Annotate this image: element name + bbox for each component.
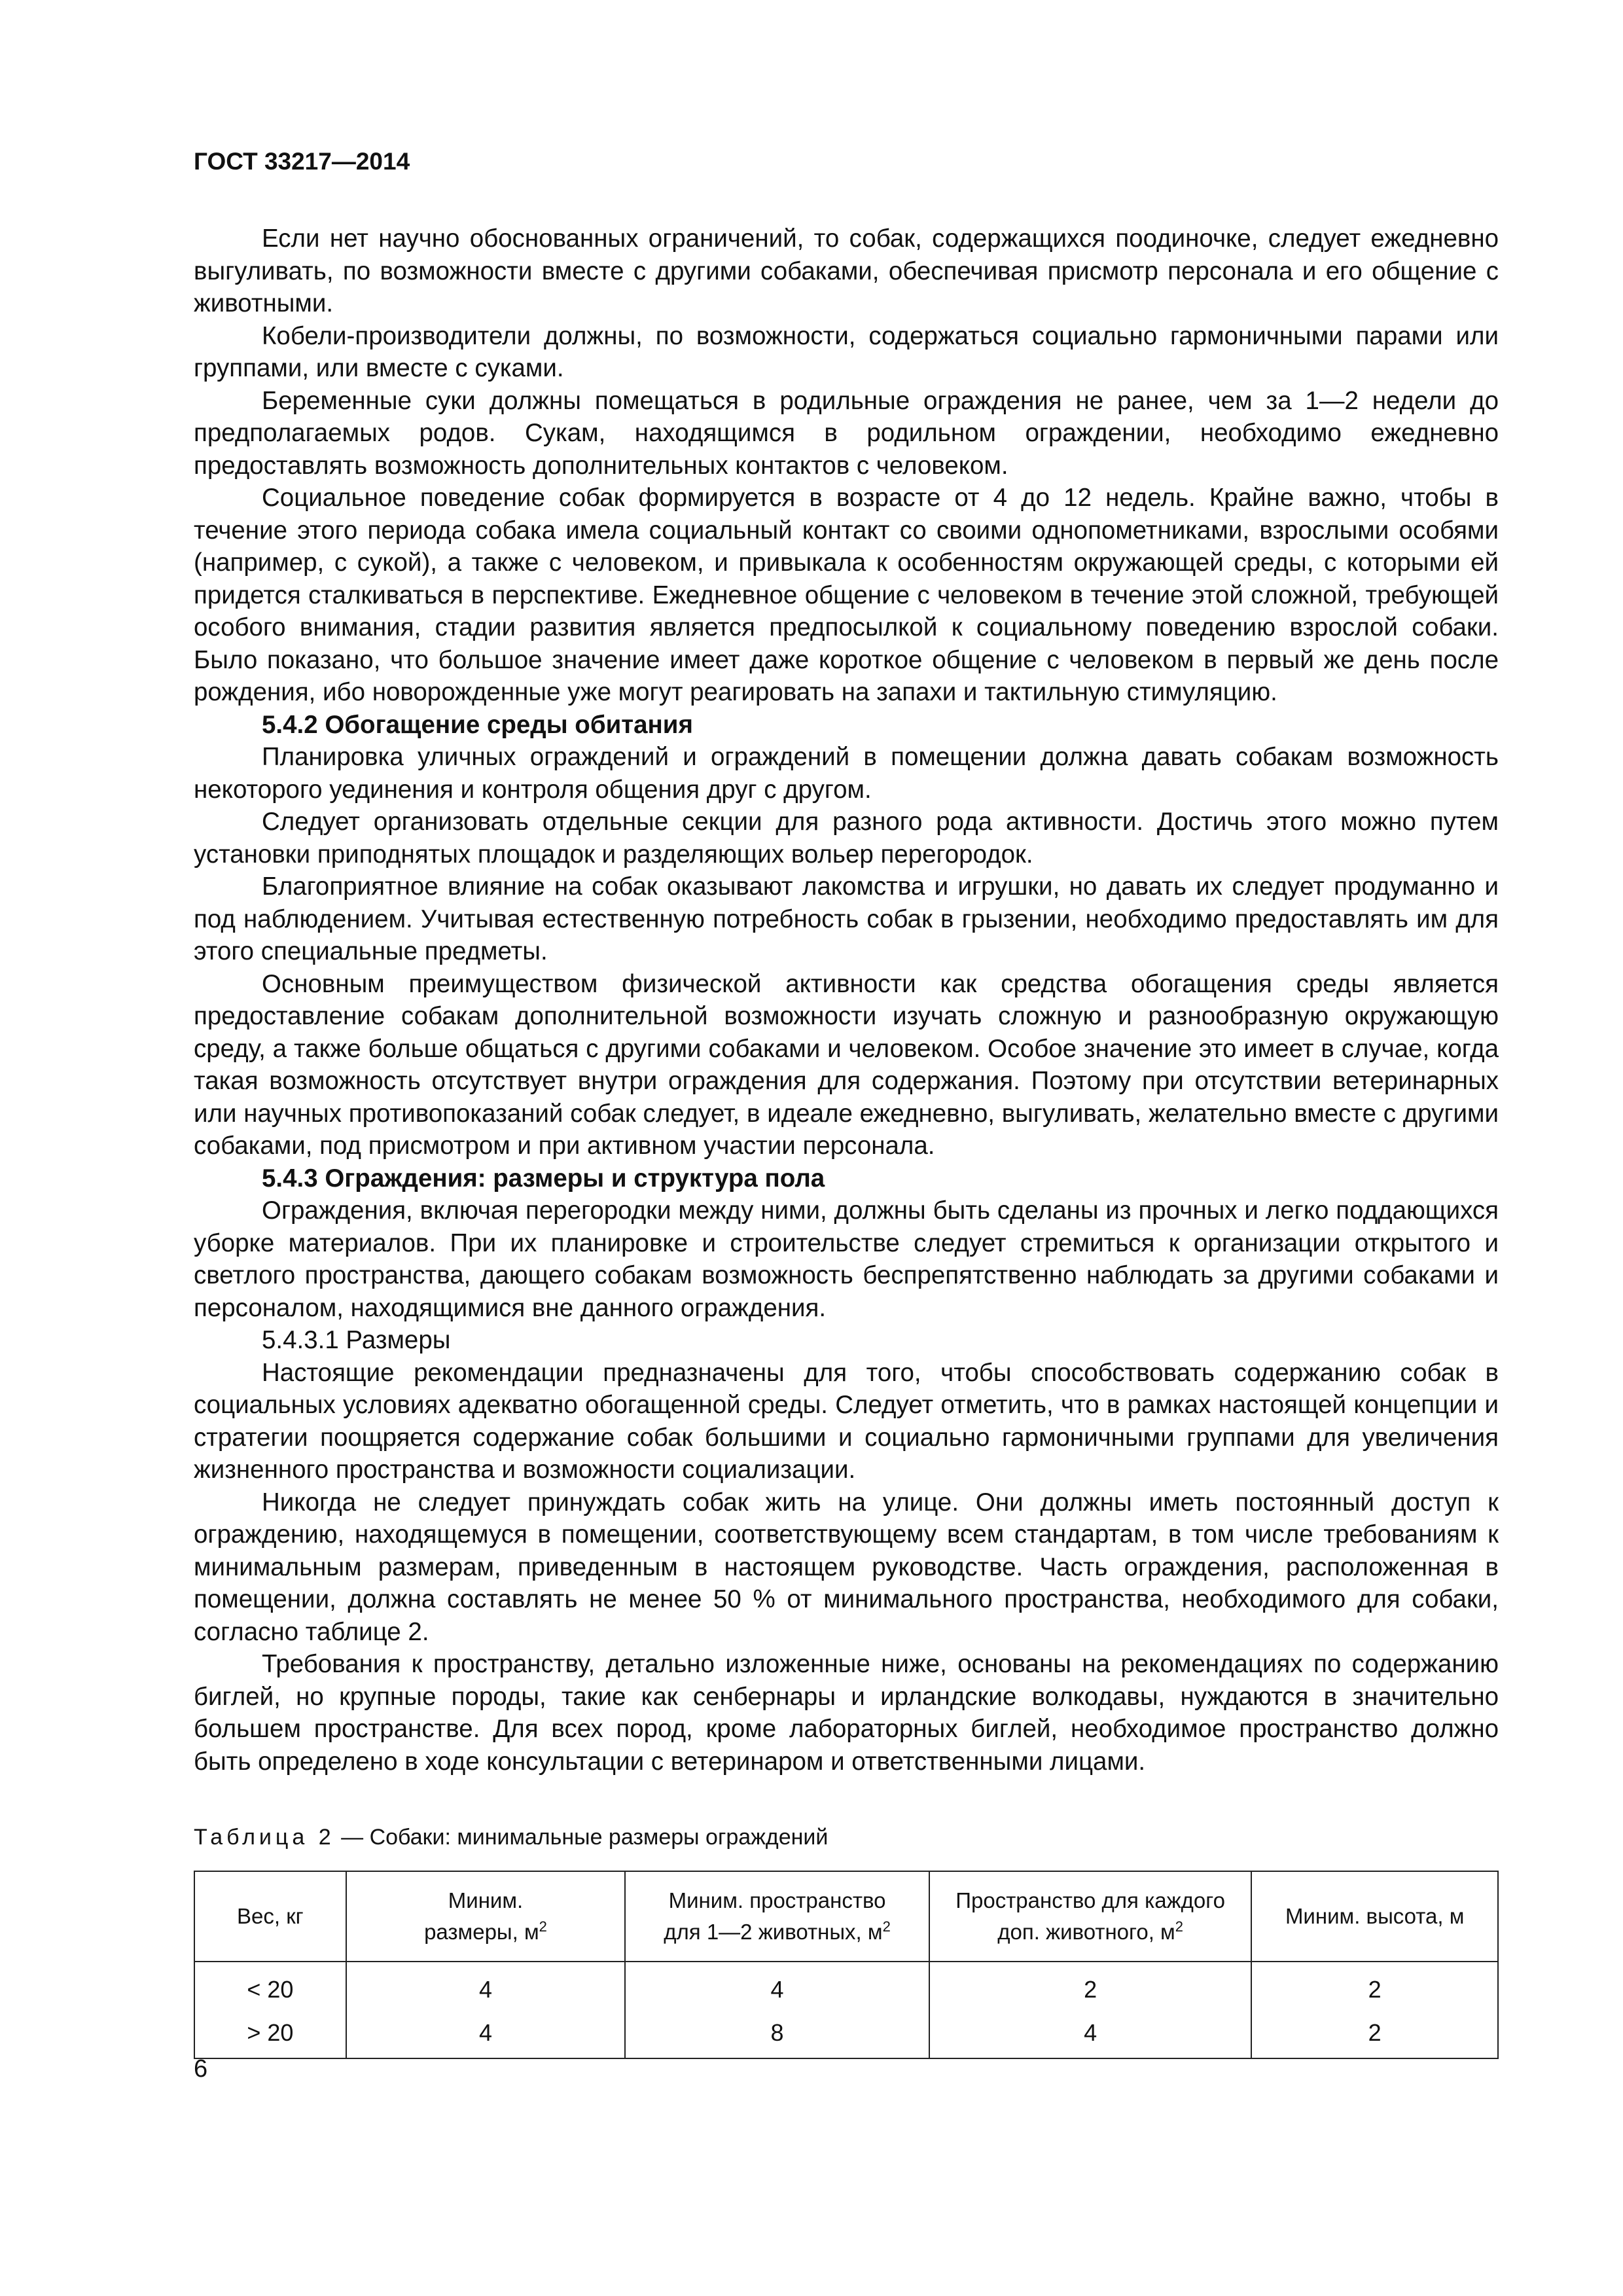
table-header-cell bbox=[929, 1871, 1252, 1962]
table-cell: 4 bbox=[346, 2011, 626, 2058]
page-number: 6 bbox=[194, 2055, 208, 2083]
table-header-row bbox=[194, 1871, 1498, 1962]
paragraph: Основным преимуществом физической активности как средства обогащения среды является предоставление собакам дополнительной возможности изучать сложную и разнообразную окружающую среду, а также больше общаться с другими собаками и человеком. Особое значение это имеет в случае, когда такая возможность отсутствует внутри ограждения для содержания. Поэтому при отсутствии ветеринарных или научных противопоказаний собак следует, в идеале ежедневно, выгуливать, желательно вместе с другими собаками, под присмотром и при активном участии персонала. bbox=[194, 969, 1499, 1160]
header-line: Миним. высота, м bbox=[1285, 1904, 1465, 1928]
table-header-cell bbox=[194, 1871, 346, 1962]
header-line: Вес, кг bbox=[237, 1904, 304, 1928]
document-header: ГОСТ 33217—2014 bbox=[194, 148, 410, 175]
table-cell: 8 bbox=[625, 2011, 929, 2058]
paragraph: Планировка уличных ограждений и ограждений в помещении должна давать собакам возможность некоторого уединения и контроля общения друг с другом. bbox=[194, 743, 1499, 804]
paragraph: Ограждения, включая перегородки между ними, должны быть сделаны из прочных и легко поддающихся уборке материалов. При их планировке и строительстве следует стремиться к организации открытого и светлого пространства, дающего собакам возможность беспрепятственно наблюдать за другими собаками и персоналом, находящимися вне данного ограждения. bbox=[194, 1196, 1499, 1322]
paragraph: Никогда не следует принуждать собак жить на улице. Они должны иметь постоянный доступ к ограждению, находящемуся в помещении, соответствующему всем стандартам, в том числе требованиям к минимальным размерам, приведенным в настоящем руководстве. Часть ограждения, расположенная в помещении, должна составлять не менее 50 % от минимального пространства, необходимого для собаки, согласно таблице 2. bbox=[194, 1488, 1499, 1646]
subsection-heading: 5.4.3.1 Размеры bbox=[262, 1326, 451, 1354]
table-cell: > 20 bbox=[194, 2011, 346, 2058]
table-caption-label: Таблица 2 bbox=[194, 1825, 335, 1850]
header-line: Миним. пространство bbox=[668, 1888, 886, 1912]
table-cell: 4 bbox=[625, 1962, 929, 2011]
table-cell: 2 bbox=[1251, 2011, 1498, 2058]
table-cell: 4 bbox=[346, 1962, 626, 2011]
table-caption bbox=[194, 1825, 828, 1850]
unit-superscript: 2 bbox=[882, 1918, 891, 1935]
table-body bbox=[194, 1962, 1498, 2058]
table-row bbox=[194, 1962, 1498, 2011]
table-cell: < 20 bbox=[194, 1962, 346, 2011]
table-header-cell bbox=[625, 1871, 929, 1962]
paragraph: Если нет научно обоснованных ограничений, то собак, содержащихся поодиночке, следует ежедневно выгуливать, по возможности вместе с другими собаками, обеспечивая присмотр персонала и его общение с животными. bbox=[194, 224, 1499, 317]
body-text bbox=[194, 223, 1499, 1778]
header-line: размеры, м bbox=[424, 1920, 539, 1944]
table-header-cell bbox=[1251, 1871, 1498, 1962]
paragraph: Следует организовать отдельные секции для разного рода активности. Достичь этого можно путем установки приподнятых площадок и разделяющих вольер перегородок. bbox=[194, 808, 1499, 869]
table-header-cell bbox=[346, 1871, 626, 1962]
unit-superscript: 2 bbox=[539, 1918, 547, 1935]
table-caption-text: — Собаки: минимальные размеры ограждений bbox=[334, 1825, 829, 1850]
paragraph: Требования к пространству, детально изложенные ниже, основаны на рекомендациях по содержанию биглей, но крупные породы, такие как сенбернары и ирландские волкодавы, нуждаются в значительно большем пространстве. Для всех пород, кроме лабораторных биглей, необходимое пространство должно быть определено в ходе консультации с ветеринаром и ответственными лицами. bbox=[194, 1650, 1499, 1776]
paragraph: Благоприятное влияние на собак оказывают лакомства и игрушки, но давать их следует продуманно и под наблюдением. Учитывая естественную потребность собак в грызении, необходимо предоставлять им для этого специальные предметы. bbox=[194, 872, 1499, 965]
table-cell: 2 bbox=[1251, 1962, 1498, 2011]
unit-superscript: 2 bbox=[1175, 1918, 1183, 1935]
table-row bbox=[194, 2011, 1498, 2058]
paragraph: Кобели-производители должны, по возможности, содержаться социально гармоничными парами или группами, или вместе с суками. bbox=[194, 321, 1499, 382]
paragraph: Беременные суки должны помещаться в родильные ограждения не ранее, чем за 1—2 недели до предполагаемых родов. Сукам, находящимся в родильном ограждении, необходимо ежедневно предоставлять возможность дополнительных контактов с человеком. bbox=[194, 386, 1499, 480]
header-line: Пространство для каждого bbox=[955, 1888, 1225, 1912]
header-line: доп. животного, м bbox=[997, 1920, 1175, 1944]
paragraph: Социальное поведение собак формируется в возрасте от 4 до 12 недель. Крайне важно, чтобы в течение этого периода собака имела социальный контакт со своими однопометниками, взрослыми особями (например, с сукой), а также с человеком, и привыкала к особенностям окружающей среды, с которыми ей придется сталкиваться в перспективе. Ежедневное общение с человеком в течение этой сложной, требующей особого внимания, стадии развития является предпосылкой к социальному поведению взрослой собаки. Было показано, что большое значение имеет даже короткое общение с человеком в первый же день после рождения, ибо новорожденные уже могут реагировать на запахи и тактильную стимуляцию. bbox=[194, 484, 1499, 706]
section-heading: 5.4.2 Обогащение среды обитания bbox=[262, 710, 693, 739]
paragraph: Настоящие рекомендации предназначены для того, чтобы способствовать содержанию собак в социальных условиях адекватно обогащенной среды. Следует отметить, что в рамках настоящей концепции и стратегии поощряется содержание собак большими и социально гармоничными группами для увеличения жизненного пространства и возможности социализации. bbox=[194, 1358, 1499, 1484]
dog-enclosure-table bbox=[194, 1871, 1499, 2059]
table-cell: 4 bbox=[929, 2011, 1252, 2058]
table-cell: 2 bbox=[929, 1962, 1252, 2011]
section-heading: 5.4.3 Ограждения: размеры и структура пола bbox=[262, 1164, 825, 1193]
header-line: Миним. bbox=[448, 1888, 524, 1912]
header-line: для 1—2 животных, м bbox=[664, 1920, 883, 1944]
